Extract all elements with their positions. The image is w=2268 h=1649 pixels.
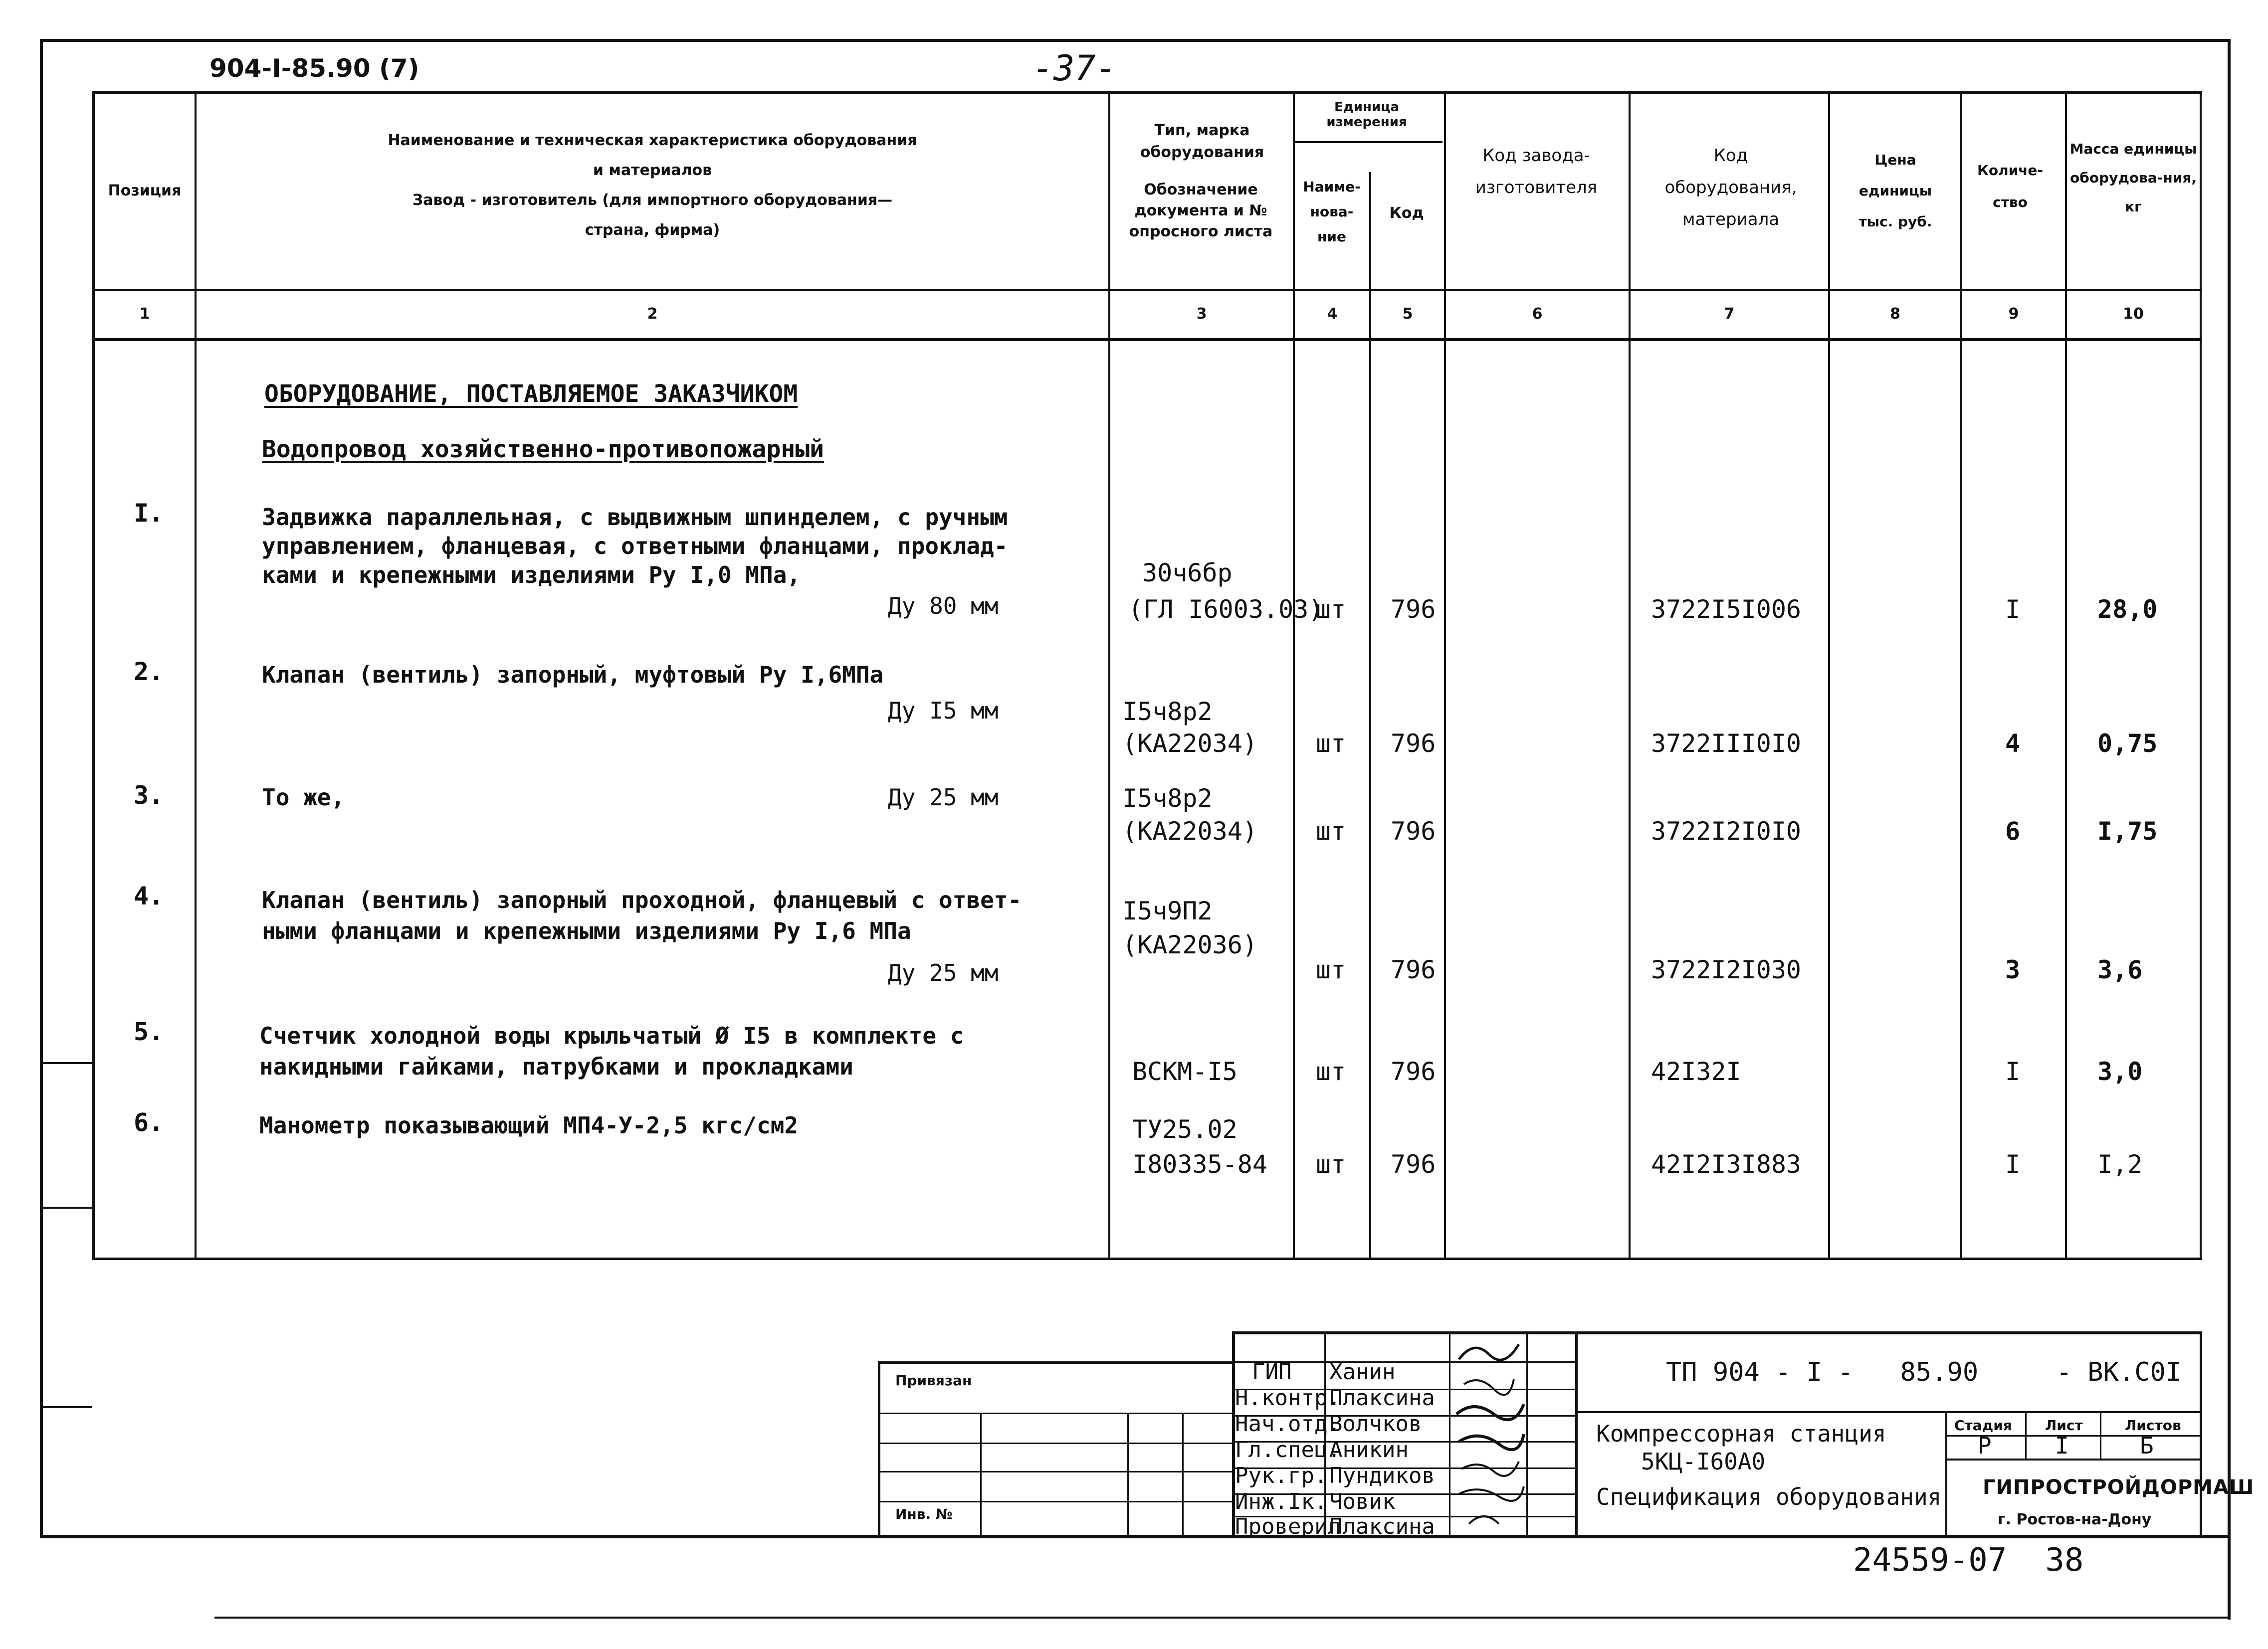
header-price: Цена единицы тыс. руб. [1858, 152, 1932, 230]
header-name-line: и материалов [593, 162, 712, 179]
stamp-role: Инж.Iк. [1235, 1489, 1328, 1514]
table-body-bottom [92, 1258, 2202, 1260]
row-mass: 0,75 [2097, 729, 2158, 758]
frame-right [2228, 39, 2231, 1620]
row-unit: шт [1316, 955, 1346, 984]
stamp-line [1575, 1331, 1578, 1538]
frame-bottom [40, 1535, 2230, 1538]
row-qty: 6 [2005, 817, 2021, 846]
col-line [2200, 91, 2202, 1260]
table-top [92, 91, 2202, 94]
col-number: 1 [139, 305, 150, 323]
stamp-project-code: ТП 904 - I - 85.90 - ВК.С0I [1666, 1357, 2182, 1387]
col-number: 10 [2123, 305, 2144, 323]
header-name-line: Завод - изготовитель (для импортного оборудования— [412, 191, 893, 209]
stamp-privyazan: Привязан [895, 1372, 972, 1389]
row-position: 4. [134, 882, 164, 911]
header-name-line: страна, фирма) [585, 221, 720, 239]
row-type: (КА22034) [1122, 729, 1257, 758]
stamp-name: Аникин [1329, 1437, 1409, 1463]
header-name [197, 126, 1108, 245]
stamp-line [1127, 1413, 1129, 1537]
col-number: 7 [1724, 305, 1735, 323]
row-description: Задвижка параллельная, с выдвижным шпинделем, с ручным [262, 504, 1008, 531]
stamp-role: Гл.спец. [1235, 1437, 1341, 1463]
row-unit-code: 796 [1391, 729, 1436, 758]
row-type: 30ч6бр [1142, 558, 1233, 587]
col-number: 2 [647, 305, 658, 323]
header-name-line: Наименование и техническая характеристика оборудования [388, 132, 917, 149]
header-position: Позиция [108, 182, 182, 199]
header-qty: Количе-ство [1977, 162, 2044, 210]
section-subtitle: Водопровод хозяйственно-противопожарный [262, 435, 825, 463]
row-description: Клапан (вентиль) запорный проходной, фланцевый с ответ- [262, 887, 1022, 914]
row-description: ными фланцами и крепежными изделиями Ру I,6 МПа [262, 917, 911, 944]
table-number-bottom [92, 338, 2202, 341]
row-unit-code: 796 [1391, 955, 1436, 984]
unit-group-line [1293, 141, 1443, 143]
stamp-stage-label: Стадия [1954, 1417, 2012, 1434]
stamp-line [1232, 1331, 2202, 1334]
header-unit-code: Код [1389, 204, 1424, 222]
col-number: 8 [1890, 305, 1900, 323]
row-equip-code: 3722I2I030 [1651, 955, 1802, 984]
row-type: (ГЛ I6003.03) [1128, 595, 1324, 624]
col-line [92, 91, 95, 1260]
stamp-name: Волчков [1329, 1411, 1422, 1437]
row-qty: I [2005, 1150, 2021, 1179]
stamp-sheet-label: Лист [2045, 1417, 2083, 1434]
col-line [1293, 91, 1295, 1260]
row-unit: шт [1316, 595, 1346, 624]
row-size: Ду I5 мм [888, 697, 999, 724]
row-equip-code: 42I32I [1651, 1057, 1741, 1086]
row-equip-code: 42I2I3I883 [1651, 1150, 1802, 1179]
header-maker-code: Код завода-изготовителя [1475, 146, 1598, 197]
signature-marks [1449, 1334, 1529, 1534]
row-unit: шт [1316, 729, 1346, 758]
stamp-sheets: Б [2140, 1432, 2154, 1459]
row-type: I80335-84 [1132, 1150, 1267, 1179]
header-mass: Масса единицы оборудова-ния, кг [2069, 141, 2197, 215]
stamp-city: г. Ростов-на-Дону [1998, 1511, 2152, 1528]
stamp-line [880, 1443, 1235, 1444]
archive-number: 24559-07 38 [1853, 1542, 2084, 1579]
frame-top [40, 39, 2230, 42]
row-description: То же, [262, 784, 345, 811]
stamp-role: Нач.отд. [1235, 1411, 1341, 1437]
row-mass: I,75 [2097, 817, 2158, 846]
row-description: Клапан (вентиль) запорный, муфтовый Ру I,6МПа [262, 661, 884, 688]
stamp-role: Н.контр. [1235, 1385, 1341, 1411]
stamp-name: Плаксина [1329, 1514, 1435, 1539]
row-equip-code: 3722I2I0I0 [1651, 817, 1802, 846]
col-number: 3 [1196, 305, 1207, 323]
row-type: ТУ25.02 [1132, 1115, 1237, 1144]
stamp-sheets-label: Листов [2125, 1417, 2181, 1434]
row-equip-code: 3722I5I006 [1651, 595, 1802, 624]
header-unit-name: Наиме-нова-ние [1303, 179, 1361, 245]
col-line [1108, 91, 1110, 1260]
stamp-line [880, 1501, 1235, 1502]
row-description: накидными гайками, патрубками и прокладками [259, 1053, 853, 1080]
row-mass: 3,0 [2097, 1057, 2143, 1086]
row-unit-code: 796 [1391, 1057, 1436, 1086]
col-line [195, 91, 197, 1260]
stamp-sheet: I [2055, 1432, 2069, 1459]
col-line [1629, 91, 1631, 1260]
stamp-line [880, 1471, 1235, 1472]
stamp-object-line: Компрессорная станция [1596, 1420, 1886, 1447]
row-size: Ду 25 мм [888, 784, 999, 811]
stamp-organization: ГИПРОСТРОЙДОРМАШ [1983, 1476, 2255, 1499]
stamp-line [1182, 1413, 1184, 1537]
col-number: 4 [1327, 305, 1338, 323]
row-description: Счетчик холодной воды крыльчатый Ø I5 в комплекте с [259, 1022, 964, 1049]
row-type: (КА22034) [1122, 817, 1257, 846]
row-type: I5ч8р2 [1122, 784, 1213, 813]
stamp-line [1945, 1411, 1947, 1538]
row-position: 3. [134, 781, 164, 810]
col-number: 6 [1532, 305, 1543, 323]
stamp-line [880, 1413, 1235, 1414]
row-equip-code: 3722III0I0 [1651, 729, 1802, 758]
doc-code: 904-I-85.90 (7) [209, 54, 419, 83]
stamp-role: Проверил [1235, 1514, 1341, 1539]
row-type: I5ч8р2 [1122, 697, 1213, 726]
row-position: 2. [134, 657, 164, 686]
margin-mark [40, 1062, 92, 1064]
col-number: 5 [1402, 305, 1413, 323]
margin-mark [40, 1207, 92, 1209]
stamp-name: Плаксина [1329, 1385, 1435, 1411]
row-position: 5. [134, 1017, 164, 1046]
margin-mark [40, 1406, 92, 1408]
stamp-object-line: 5КЦ-I60А0 [1641, 1448, 1766, 1475]
row-description: ками и крепежными изделиями Ру I,0 МПа, [262, 561, 801, 588]
stamp-name: Пундиков [1329, 1463, 1435, 1488]
col-number: 9 [2008, 305, 2019, 323]
frame-left [40, 39, 43, 1538]
row-unit: шт [1316, 1057, 1346, 1086]
section-title: ОБОРУДОВАНИЕ, ПОСТАВЛЯЕМОЕ ЗАКАЗЧИКОМ [264, 380, 798, 408]
header-type: Тип, марка оборудования [1140, 122, 1264, 161]
stamp-role: ГИП [1252, 1359, 1292, 1385]
row-description: Манометр показывающий МП4-У-2,5 кгс/см2 [259, 1112, 799, 1139]
row-type: I5ч9П2 [1122, 897, 1213, 925]
col-line [1444, 91, 1446, 1260]
row-description: управлением, фланцевая, с ответными фланцами, проклад- [262, 533, 1008, 559]
row-position: I. [134, 499, 164, 528]
header-unit-group: Единица измерения [1326, 100, 1407, 130]
stamp-role: Рук.гр. [1235, 1463, 1328, 1488]
stamp-line [1578, 1411, 2202, 1413]
row-unit-code: 796 [1391, 1150, 1436, 1179]
row-mass: 28,0 [2097, 595, 2158, 624]
stamp-sheet-title: Спецификация оборудования [1596, 1483, 1942, 1510]
table-header-bottom [92, 289, 2202, 291]
stamp-line [2100, 1411, 2101, 1460]
row-type: (КА22036) [1122, 930, 1257, 959]
row-size: Ду 80 мм [888, 592, 999, 619]
stamp-stage: Р [1978, 1432, 1992, 1459]
stamp-name: Ханин [1329, 1359, 1396, 1385]
stamp-inv: Инв. № [895, 1506, 953, 1522]
col-line [2065, 91, 2067, 1260]
col-line [1828, 91, 1830, 1260]
header-doc: Обозначение документа и № опросного листа [1129, 181, 1273, 240]
stamp-name: Човик [1329, 1489, 1396, 1514]
row-position: 6. [134, 1108, 164, 1137]
row-qty: I [2005, 1057, 2021, 1086]
row-mass: 3,6 [2097, 955, 2143, 984]
stamp-line [878, 1361, 1235, 1364]
row-qty: 4 [2005, 729, 2021, 758]
page-number: -37- [1032, 48, 1117, 89]
col-line [1369, 172, 1371, 1260]
stamp-line [2025, 1411, 2027, 1460]
row-size: Ду 25 мм [888, 959, 999, 986]
stamp-line [878, 1361, 880, 1538]
stamp-line [980, 1413, 982, 1537]
row-unit-code: 796 [1391, 817, 1436, 846]
row-mass: I,2 [2097, 1150, 2143, 1179]
col-line [1960, 91, 1962, 1260]
row-unit: шт [1316, 1150, 1346, 1179]
row-qty: I [2005, 595, 2021, 624]
row-type: ВСКМ-I5 [1132, 1057, 1237, 1086]
header-equip-code: Код оборудования, материала [1664, 146, 1797, 229]
row-unit: шт [1316, 817, 1346, 846]
outer-bottom-line [214, 1617, 2230, 1619]
row-qty: 3 [2005, 955, 2021, 984]
row-unit-code: 796 [1391, 595, 1436, 624]
